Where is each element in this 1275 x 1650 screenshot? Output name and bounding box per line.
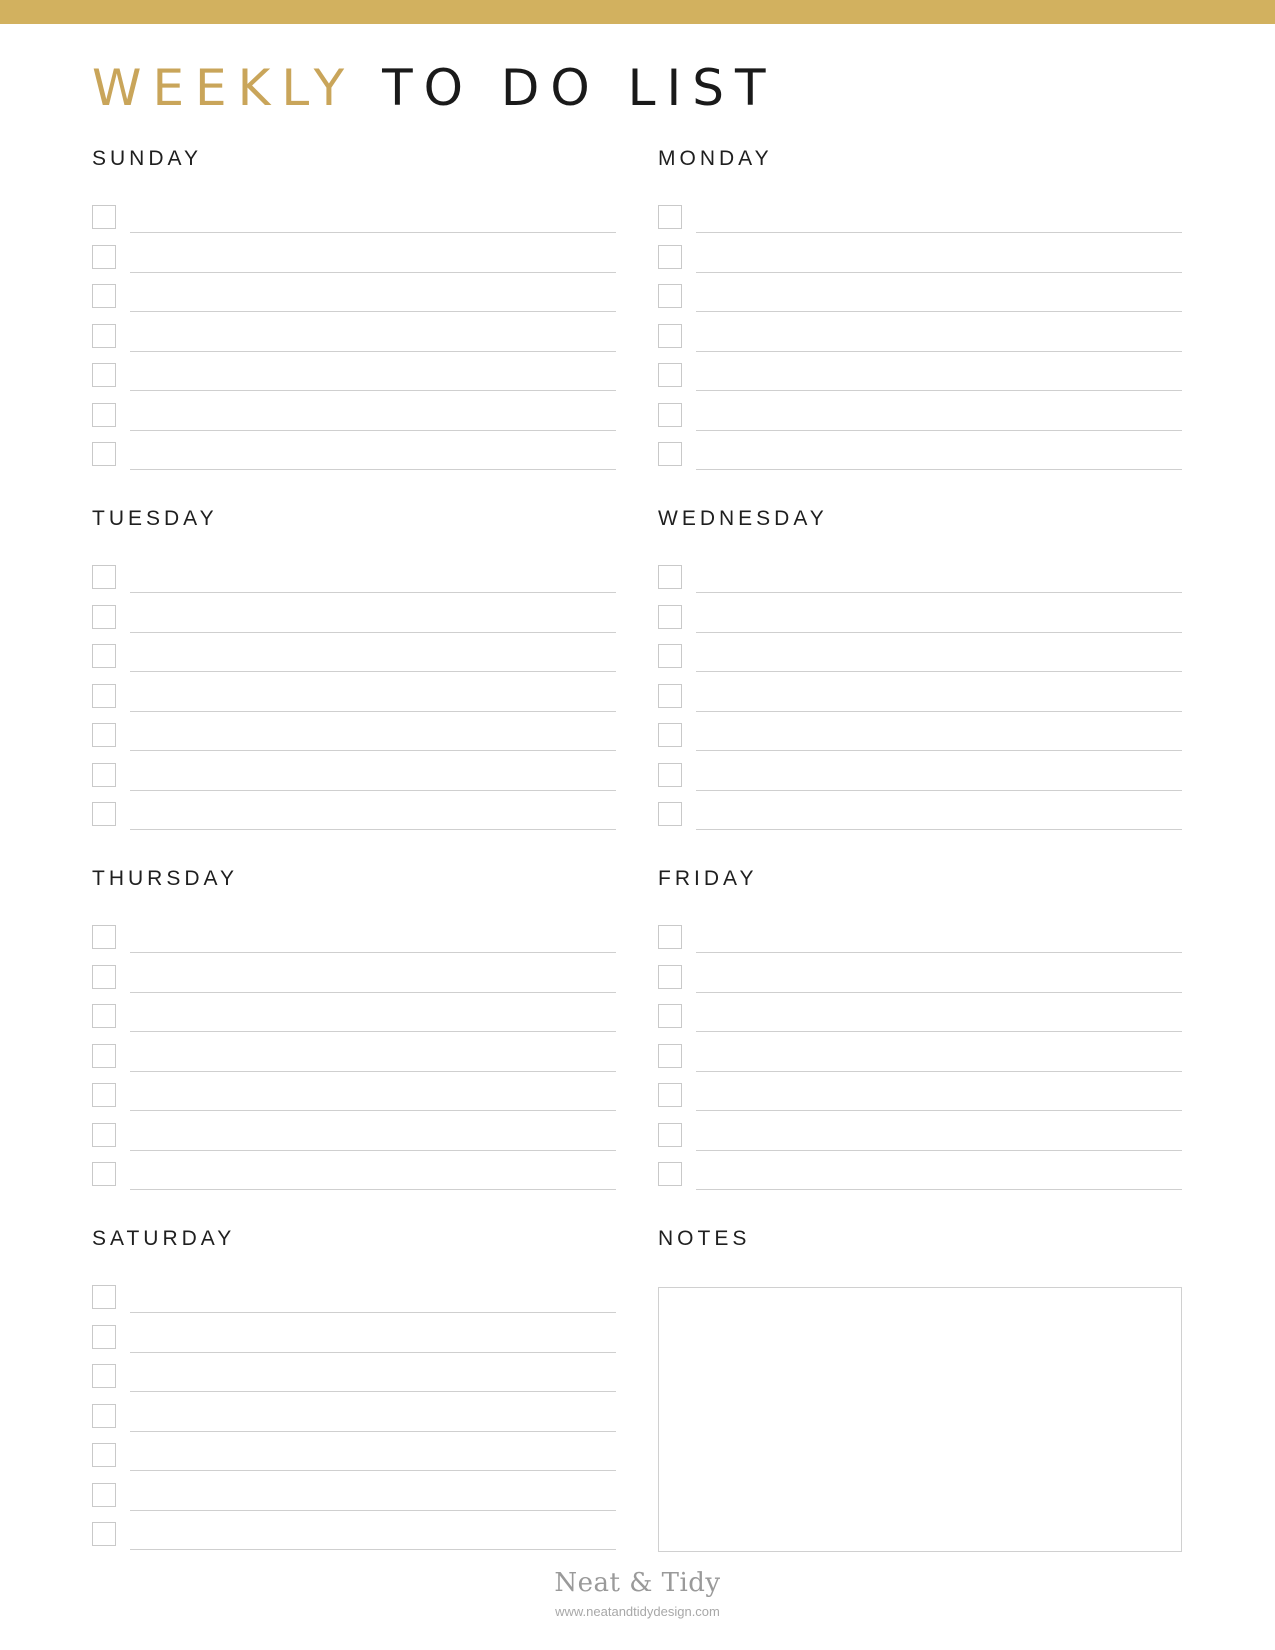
task-checkbox[interactable] <box>658 605 682 629</box>
task-checkbox[interactable] <box>92 1364 116 1388</box>
task-row <box>92 1325 616 1355</box>
task-checkbox[interactable] <box>658 723 682 747</box>
task-row <box>92 1162 616 1192</box>
task-checkbox[interactable] <box>658 205 682 229</box>
task-row <box>658 802 1182 832</box>
task-line[interactable] <box>696 790 1182 791</box>
task-checkbox[interactable] <box>658 565 682 589</box>
task-line[interactable] <box>130 632 616 633</box>
task-line[interactable] <box>696 351 1182 352</box>
task-checkbox[interactable] <box>92 605 116 629</box>
task-row <box>658 1044 1182 1074</box>
task-row <box>92 763 616 793</box>
task-checkbox[interactable] <box>658 802 682 826</box>
task-row <box>92 1083 616 1113</box>
task-checkbox[interactable] <box>92 565 116 589</box>
task-checkbox[interactable] <box>92 245 116 269</box>
task-line[interactable] <box>130 992 616 993</box>
day-label: SUNDAY <box>92 147 202 170</box>
task-checkbox[interactable] <box>658 284 682 308</box>
task-line[interactable] <box>696 390 1182 391</box>
task-checkbox[interactable] <box>658 965 682 989</box>
task-row <box>92 644 616 674</box>
task-line[interactable] <box>130 1352 616 1353</box>
notes-box[interactable] <box>658 1287 1182 1552</box>
task-checkbox[interactable] <box>658 442 682 466</box>
task-checkbox[interactable] <box>92 1162 116 1186</box>
task-checkbox[interactable] <box>658 245 682 269</box>
task-line[interactable] <box>696 469 1182 470</box>
task-line[interactable] <box>696 711 1182 712</box>
task-checkbox[interactable] <box>92 363 116 387</box>
task-checkbox[interactable] <box>658 363 682 387</box>
task-checkbox[interactable] <box>92 1404 116 1428</box>
task-line[interactable] <box>696 592 1182 593</box>
task-line[interactable] <box>696 311 1182 312</box>
task-checkbox[interactable] <box>92 925 116 949</box>
task-checkbox[interactable] <box>658 324 682 348</box>
task-checkbox[interactable] <box>92 1522 116 1546</box>
task-row <box>92 363 616 393</box>
task-line[interactable] <box>130 351 616 352</box>
task-row <box>92 723 616 753</box>
task-row <box>658 403 1182 433</box>
task-row <box>92 1522 616 1552</box>
task-line[interactable] <box>696 671 1182 672</box>
task-checkbox[interactable] <box>92 403 116 427</box>
task-line[interactable] <box>130 1470 616 1471</box>
task-row <box>92 284 616 314</box>
task-checkbox[interactable] <box>658 763 682 787</box>
task-line[interactable] <box>696 1189 1182 1190</box>
task-row <box>92 442 616 472</box>
task-checkbox[interactable] <box>92 1285 116 1309</box>
task-line[interactable] <box>696 1110 1182 1111</box>
task-row <box>658 1083 1182 1113</box>
task-checkbox[interactable] <box>658 1162 682 1186</box>
task-checkbox[interactable] <box>92 205 116 229</box>
task-row <box>92 1443 616 1473</box>
task-checkbox[interactable] <box>92 763 116 787</box>
task-line[interactable] <box>696 829 1182 830</box>
task-line[interactable] <box>696 1150 1182 1151</box>
page-title <box>92 58 777 118</box>
task-row <box>658 442 1182 472</box>
task-row <box>92 1004 616 1034</box>
task-line[interactable] <box>130 1431 616 1432</box>
task-row <box>658 644 1182 674</box>
task-line[interactable] <box>130 469 616 470</box>
task-row <box>658 565 1182 595</box>
task-line[interactable] <box>130 272 616 273</box>
task-row <box>92 403 616 433</box>
task-checkbox[interactable] <box>92 684 116 708</box>
task-row <box>92 1483 616 1513</box>
task-checkbox[interactable] <box>658 644 682 668</box>
day-label: FRIDAY <box>658 867 758 890</box>
top-accent-bar <box>0 0 1275 24</box>
title-main: TO DO LIST <box>382 59 777 117</box>
task-row <box>658 723 1182 753</box>
task-checkbox[interactable] <box>658 1083 682 1107</box>
task-row <box>658 205 1182 235</box>
task-line[interactable] <box>130 790 616 791</box>
website-link[interactable]: www.neatandtidydesign.com <box>555 1604 720 1619</box>
task-checkbox[interactable] <box>92 284 116 308</box>
task-checkbox[interactable] <box>92 802 116 826</box>
notes-label: NOTES <box>658 1227 751 1250</box>
task-checkbox[interactable] <box>92 965 116 989</box>
task-line[interactable] <box>696 992 1182 993</box>
task-line[interactable] <box>130 232 616 233</box>
task-row <box>92 245 616 275</box>
task-row <box>92 684 616 714</box>
task-line[interactable] <box>130 592 616 593</box>
task-row <box>92 1123 616 1153</box>
task-row <box>92 605 616 635</box>
task-row <box>92 965 616 995</box>
task-checkbox[interactable] <box>92 1083 116 1107</box>
task-row <box>658 324 1182 354</box>
task-line[interactable] <box>130 1549 616 1550</box>
task-row <box>658 1123 1182 1153</box>
task-row <box>92 925 616 955</box>
task-row <box>658 245 1182 275</box>
task-row <box>92 205 616 235</box>
task-checkbox[interactable] <box>92 1325 116 1349</box>
task-row <box>658 1004 1182 1034</box>
task-row <box>658 605 1182 635</box>
task-line[interactable] <box>130 1391 616 1392</box>
task-line[interactable] <box>696 272 1182 273</box>
task-row <box>658 284 1182 314</box>
task-row <box>92 1364 616 1394</box>
task-line[interactable] <box>130 1312 616 1313</box>
task-line[interactable] <box>130 1110 616 1111</box>
task-checkbox[interactable] <box>92 1123 116 1147</box>
task-line[interactable] <box>130 711 616 712</box>
task-row <box>658 763 1182 793</box>
task-checkbox[interactable] <box>658 1123 682 1147</box>
task-line[interactable] <box>130 1189 616 1190</box>
task-row <box>658 965 1182 995</box>
task-row <box>658 363 1182 393</box>
task-line[interactable] <box>130 390 616 391</box>
task-line[interactable] <box>130 829 616 830</box>
task-checkbox[interactable] <box>658 1044 682 1068</box>
task-line[interactable] <box>130 1150 616 1151</box>
task-checkbox[interactable] <box>658 1004 682 1028</box>
task-checkbox[interactable] <box>92 442 116 466</box>
task-checkbox[interactable] <box>92 324 116 348</box>
task-line[interactable] <box>696 430 1182 431</box>
task-checkbox[interactable] <box>92 1044 116 1068</box>
task-line[interactable] <box>130 750 616 751</box>
day-label: THURSDAY <box>92 867 238 890</box>
task-line[interactable] <box>696 952 1182 953</box>
task-checkbox[interactable] <box>658 684 682 708</box>
task-line[interactable] <box>696 1031 1182 1032</box>
day-label: TUESDAY <box>92 507 218 530</box>
task-line[interactable] <box>130 311 616 312</box>
task-line[interactable] <box>696 750 1182 751</box>
task-line[interactable] <box>130 430 616 431</box>
day-label: MONDAY <box>658 147 773 170</box>
task-checkbox[interactable] <box>92 723 116 747</box>
task-line[interactable] <box>130 1071 616 1072</box>
title-accent: WEEKLY <box>92 59 356 117</box>
task-row <box>92 1044 616 1074</box>
day-label: SATURDAY <box>92 1227 236 1250</box>
task-checkbox[interactable] <box>92 644 116 668</box>
task-line[interactable] <box>696 1071 1182 1072</box>
task-row <box>658 684 1182 714</box>
task-row <box>658 1162 1182 1192</box>
task-line[interactable] <box>696 632 1182 633</box>
task-row <box>92 802 616 832</box>
task-checkbox[interactable] <box>92 1004 116 1028</box>
task-row <box>92 324 616 354</box>
task-line[interactable] <box>130 1510 616 1511</box>
task-checkbox[interactable] <box>92 1483 116 1507</box>
task-row <box>92 565 616 595</box>
day-label: WEDNESDAY <box>658 507 828 530</box>
task-row <box>92 1285 616 1315</box>
task-line[interactable] <box>696 232 1182 233</box>
brand-logo: Neat & Tidy <box>554 1568 721 1598</box>
task-checkbox[interactable] <box>658 925 682 949</box>
task-line[interactable] <box>130 1031 616 1032</box>
task-line[interactable] <box>130 671 616 672</box>
task-row <box>658 925 1182 955</box>
task-line[interactable] <box>130 952 616 953</box>
task-checkbox[interactable] <box>92 1443 116 1467</box>
task-row <box>92 1404 616 1434</box>
task-checkbox[interactable] <box>658 403 682 427</box>
